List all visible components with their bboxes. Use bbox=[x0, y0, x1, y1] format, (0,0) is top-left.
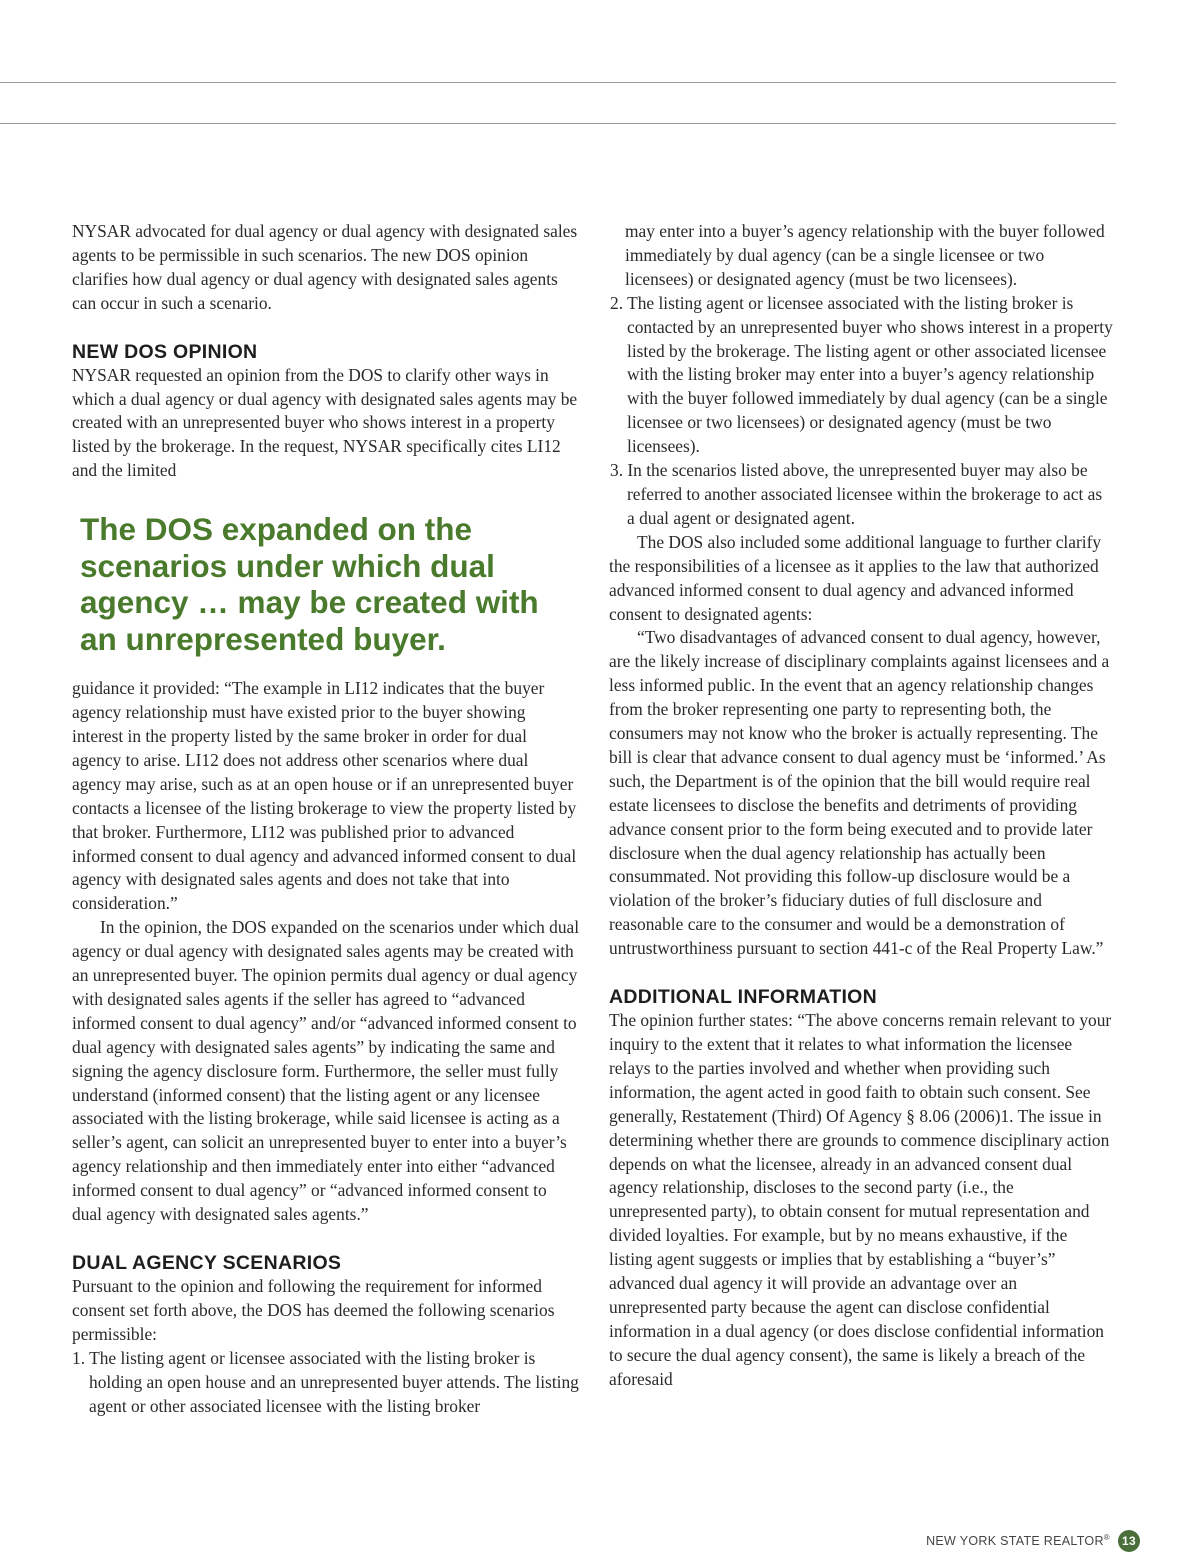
new-dos-opinion-heading: NEW DOS OPINION bbox=[72, 340, 258, 363]
dual-agency-scenarios-heading: DUAL AGENCY SCENARIOS bbox=[72, 1252, 342, 1274]
dos-quote-paragraph: “Two disadvantages of advanced consent to dual agency, however, are the likely increase of disciplinary complaints against licensees and a less informed public. In the event that an agency relationship changes from the broker representing one party to representing both, the consumers may not know who the broker is actually representing. The bill is clear that advance consent to dual agency must be ‘informed.’ As such, the Department is of the opinion that the bill would require real estate licensees to disclose the benefits and detriments of providing advance consent prior to the form being executed and to provide later disclosure when the dual agency relationship has actually been consummated. Not providing this follow-up disclosure would be a violation of the broker’s fiduciary duties of full disclosure and reasonable care to the consumer and would be a demonstration of untrustworthiness pursuant to section 441-c of the Real Property Law.” bbox=[609, 627, 1110, 959]
registered-mark: ® bbox=[1103, 1533, 1110, 1543]
publication-name: NEW YORK STATE REALTOR® bbox=[926, 1533, 1110, 1549]
new-dos-opinion-paragraph-2: guidance it provided: “The example in LI12 indicates that the buyer agency relationship must have existed prior to the buyer showing interest in the property listed by the same broker in order for dual agency to arise. LI12 does not address other scenarios where dual agency may arise, such as at an open house or if an unrepresented buyer contacts a licensee of the listing brokerage to view the property listed by that broker. Furthermore, LI12 was published prior to advanced informed consent to dual agency and advanced informed consent to dual agency with designated sales agents and does not take that into consideration.” bbox=[72, 678, 577, 914]
scenario-3: 3. In the scenarios listed above, the unrepresented buyer may also be referred to another associated licensee within the brokerage to act as a dual agent or designated agent. bbox=[610, 460, 1103, 528]
new-dos-opinion-paragraph-3: In the opinion, the DOS expanded on the scenarios under which dual agency or dual agency with designated sales agents may be created with an unrepresented buyer. The opinion permits dual agency or dual agency with designated sales agents if the seller has agreed to “advanced informed consent to dual agency” and/or “advanced informed consent to dual agency with designated sales agents” by indicating the same and signing the agency disclosure form. Furthermore, the seller must fully understand (informed consent) that the listing agent or any licensee associated with the listing brokerage, while said licensee is acting as a seller’s agent, can solicit an unrepresented buyer to enter into a buyer’s agency relationship and then immediately enter into either “advanced informed consent to dual agency” or “advanced informed consent to dual agency with designated sales agents.” bbox=[72, 917, 580, 1225]
scenario-1: 1. The listing agent or licensee associated with the listing broker is holding an open house and an unrepresented buyer attends. The listing agent or other associated licensee with the listing broker bbox=[72, 1347, 579, 1416]
page-footer bbox=[926, 1530, 1140, 1552]
scenario-1-continued: may enter into a buyer’s agency relationship with the buyer followed immediately by dual agency (can be a single licensee or two licensees) or designated agency (must be two licensees). bbox=[625, 221, 1105, 289]
scenario-list bbox=[72, 1347, 580, 1419]
header-rule-bottom bbox=[0, 123, 1116, 124]
intro-paragraph: NYSAR advocated for dual agency or dual agency with designated sales agents to be permissible in such scenarios. The new DOS opinion clarifies how dual agency or dual agency with designated sales agents can occur in such a scenario. bbox=[72, 221, 578, 313]
new-dos-opinion-paragraph-1: NYSAR requested an opinion from the DOS to clarify other ways in which a dual agency or dual agency with designated sales agents may be created with an unrepresented buyer who shows interest in a property listed by the brokerage. In the request, NYSAR specifically cites LI12 and the limited bbox=[72, 364, 578, 481]
page-number-badge: 13 bbox=[1118, 1530, 1140, 1552]
additional-information-paragraph: The opinion further states: “The above concerns remain relevant to your inquiry to the extent that it relates to what information the licensee relays to the parties involved and whether when providing such information, the agent acted in good faith to obtain such consent. See generally, Restatement (Third) Of Agency § 8.06 (2006)1. The issue in determining whether there are grounds to commence disciplinary action depends on what the licensee, already in an advanced consent dual agency relationship, discloses to the second party (i.e., the unrepresented party), to obtain consent for mutual representation and divided loyalties. For example, but by no means exhaustive, if the listing agent suggests or implies that by establishing a “buyer’s” advanced dual agency it will provide an advantage over an unrepresented party because the agent can disclose confidential information in a dual agency (or does disclose confidential information to secure the dual agency consent), the same is likely a breach of the aforesaid bbox=[609, 1010, 1112, 1389]
scenario-list-continued bbox=[609, 292, 1113, 531]
additional-information-heading: ADDITIONAL INFORMATION bbox=[609, 986, 878, 1009]
header-rule-top bbox=[0, 82, 1116, 83]
scenario-2: 2. The listing agent or licensee associated with the listing broker is contacted by an unrepresented buyer who shows interest in a property listed by the brokerage. The listing agent or other associated licensee with the listing broker may enter into a buyer’s agency relationship with the buyer followed immediately by dual agency (can be a single licensee or two licensees) or designated agency (must be two licensees). bbox=[610, 292, 1113, 457]
left-column bbox=[72, 220, 580, 1418]
additional-language-paragraph: The DOS also included some additional language to further clarify the responsibilities of a licensee as it applies to the law that authorized advanced informed consent to dual agency and advanced informed consent to designated agents: bbox=[609, 531, 1102, 624]
scenarios-intro: Pursuant to the opinion and following the requirement for informed consent set forth above, the DOS has deemed the following scenarios permissible: bbox=[72, 1276, 555, 1344]
right-column bbox=[609, 220, 1113, 1392]
pull-quote: The DOS expanded on the scenarios under which dual agency … may be created with an unrepresented buyer. bbox=[80, 511, 539, 657]
